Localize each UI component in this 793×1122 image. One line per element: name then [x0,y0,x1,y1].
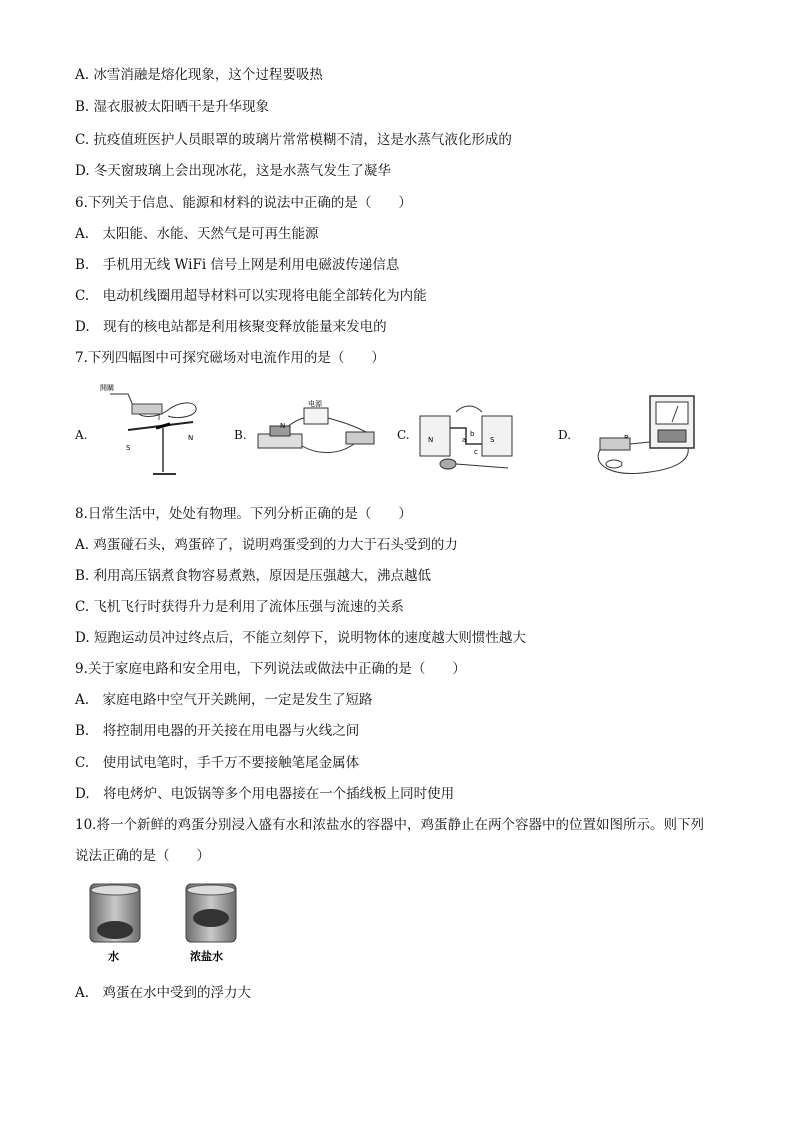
q7-figure-c [412,398,522,478]
q7-label-a: A. [75,428,88,442]
fig-c-c-label: c [474,448,478,456]
q10-stem-line1: 10.将一个新鲜的鸡蛋分别浸入盛有水和浓盐水的容器中，鸡蛋静止在两个容器中的位置如图所示。则下列 [75,817,704,833]
fig-b-north-label: N [280,422,286,430]
q8-option-b: B. 利用高压锅煮食物容易煮熟，原因是压强越大，沸点越低 [75,568,432,584]
q6-option-a: A. 太阳能、水能、天然气是可再生能源 [75,226,319,242]
q5-option-b: B. 湿衣服被太阳晒干是升华现象 [75,99,270,115]
q6-option-b: B. 手机用无线 WiFi 信号上网是利用电磁波传递信息 [75,257,400,273]
caption-brine: 浓盐水 [190,950,223,963]
fig-a-switch-label: 開關 [100,384,114,392]
q7-stem: 7.下列四幅图中可探究磁场对电流作用的是（ ） [75,350,385,366]
q9-stem: 9.关于家庭电路和安全用电，下列说法或做法中正确的是（ ） [75,661,466,677]
q7-figure-a [98,380,208,480]
q5-option-d: D. 冬天窗玻璃上会出现冰花，这是水蒸气发生了凝华 [75,163,391,179]
fig-c-north-label: N [428,436,434,444]
q9-option-d: D. 将电烤炉、电饭锅等多个用电器接在一个插线板上同时使用 [75,786,455,802]
q8-stem: 8.日常生活中，处处有物理。下列分析正确的是（ ） [75,506,412,522]
fig-b-source-label: 电源 [308,400,322,408]
fig-c-south-label: S [490,436,495,444]
q6-option-d: D. 现有的核电站都是利用核聚变释放能量来发电的 [75,319,387,335]
q7-label-d: D. [558,428,572,442]
q9-option-a: A. 家庭电路中空气开关跳闸，一定是发生了短路 [75,692,373,708]
q7-figure-b [250,398,380,468]
q9-option-b: B. 将控制用电器的开关接在用电器与火线之间 [75,723,360,739]
q7-figure-d [580,392,700,484]
caption-water: 水 [108,950,119,963]
q8-option-a: A. 鸡蛋碰石头，鸡蛋碎了，说明鸡蛋受到的力大于石头受到的力 [75,537,458,553]
beaker-water [90,884,140,942]
fig-a-north-label: N [188,434,194,442]
q6-stem: 6.下列关于信息、能源和材料的说法中正确的是（ ） [75,195,412,211]
fig-c-b-label: b [470,430,475,438]
fig-c-a-label: a [462,436,467,444]
q8-option-d: D. 短跑运动员冲过终点后，不能立刻停下，说明物体的速度越大则惯性越大 [75,630,526,646]
q10-stem-line2: 说法正确的是（ ） [75,848,210,864]
beaker-brine [186,884,236,942]
fig-a-current-label: I [158,414,161,422]
q6-option-c: C. 电动机线圈用超导材料可以实现将电能全部转化为内能 [75,288,427,304]
fig-a-south-label: S [126,444,131,452]
q10-egg-figure [88,882,258,966]
q7-label-c: C. [397,428,410,442]
q10-option-a: A. 鸡蛋在水中受到的浮力大 [75,985,252,1001]
q5-option-c: C. 抗疫值班医护人员眼罩的玻璃片常常模糊不清，这是水蒸气液化形成的 [75,132,512,148]
q5-option-a: A. 冰雪消融是熔化现象，这个过程要吸热 [75,67,323,83]
q7-label-b: B. [234,428,247,442]
q9-option-c: C. 使用试电笔时，手千万不要接触笔尾金属体 [75,755,360,771]
q8-option-c: C. 飞机飞行时获得升力是利用了流体压强与流速的关系 [75,599,404,615]
